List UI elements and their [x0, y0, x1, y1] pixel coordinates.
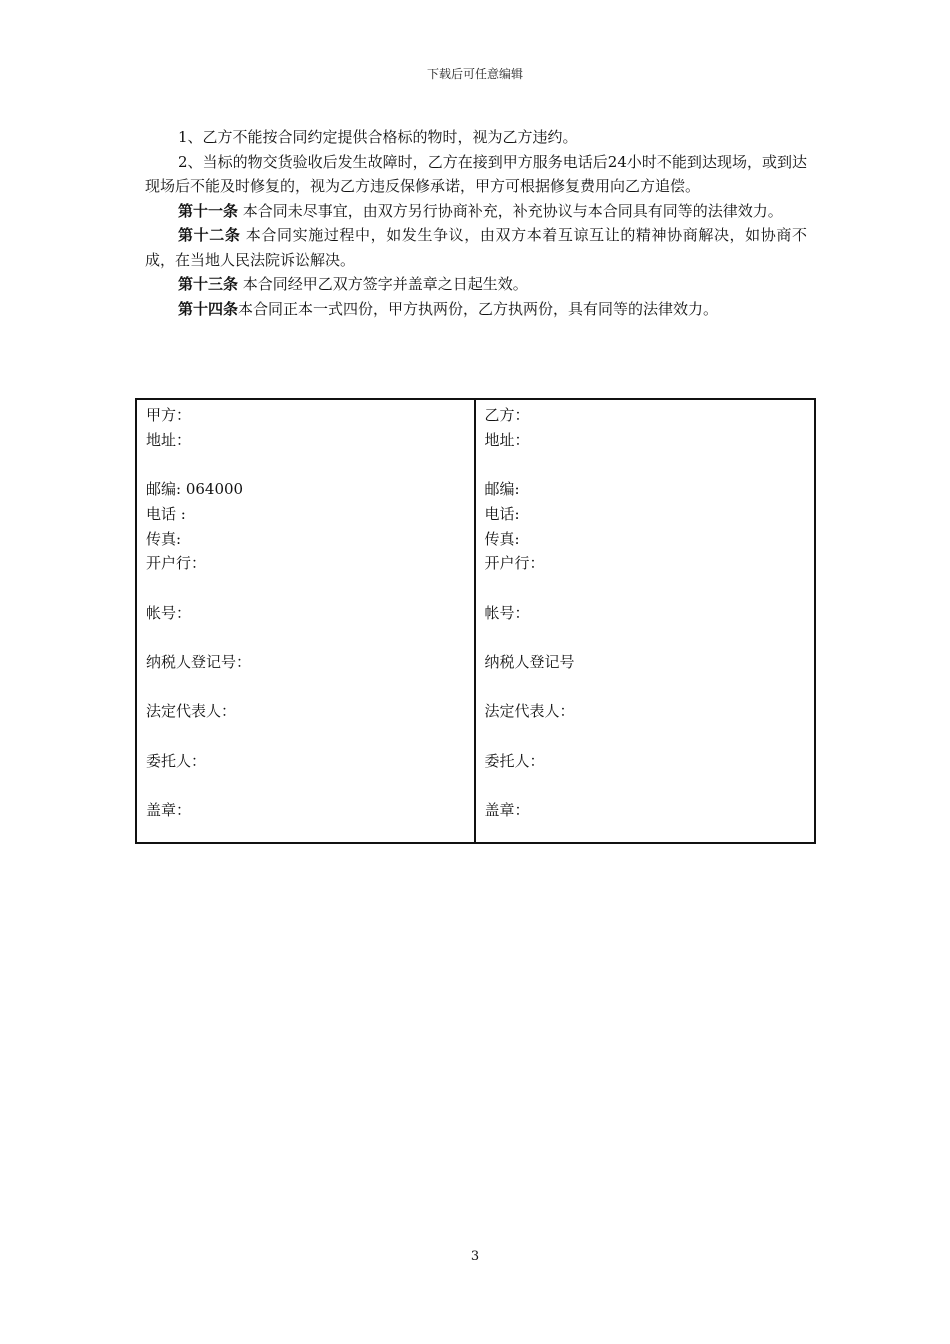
party-b-seal: 盖章： [484, 801, 530, 820]
party-a-bank: 开户行： [146, 554, 207, 573]
clause-paragraph [145, 199, 807, 224]
party-b-account: 帐号： [484, 603, 530, 622]
page-number: 3 [470, 1249, 480, 1264]
clause-text: 本合同未尽事宜，由双方另行协商补充，补充协议与本合同具有同等的法律效力。 [238, 201, 783, 220]
party-b-column [476, 400, 815, 842]
clause-paragraph [145, 150, 807, 199]
party-a-legal-rep: 法定代表人： [146, 702, 237, 721]
clause-paragraph [145, 272, 807, 297]
clause-lead: 第十一条 [178, 201, 239, 220]
clause-text: 本合同经甲乙双方签字并盖章之日起生效。 [238, 275, 528, 293]
party-a-name: 甲方： [146, 406, 192, 424]
party-b-legal-rep: 法定代表人： [484, 702, 575, 721]
clause-text: 1、乙方不能按合同约定提供合格标的物时，视为乙方违约。 [178, 128, 578, 146]
clause-text: 本合同实施过程中，如发生争议，由双方本着互谅互让的精神协商解决，如协商不成，在当地人民法院诉讼解决。 [145, 226, 807, 269]
party-a-address: 地址： [146, 430, 192, 449]
party-b-bank: 开户行： [484, 554, 545, 573]
party-a-seal: 盖章： [146, 801, 192, 820]
party-a-phone: 电话 : [146, 504, 186, 523]
clause-text: 本合同正本一式四份，甲方执两份，乙方执两份，具有同等的法律效力。 [238, 299, 719, 318]
page-header: 下载后可任意编辑 [426, 67, 523, 81]
clause-text: 2、当标的物交货验收后发生故障时，乙方在接到甲方服务电话后24小时不能到达现场，或到达现场后不能及时修复的，视为乙方违反保修承诺，甲方可根据修复费用向乙方追偿。 [145, 152, 807, 195]
clause-paragraph [145, 223, 807, 272]
party-a-column [137, 400, 476, 842]
party-b-tax-id: 纳税人登记号 [484, 652, 575, 671]
party-b-phone: 电话: [484, 504, 520, 523]
party-b-name: 乙方： [484, 406, 530, 424]
party-a-tax-id: 纳税人登记号： [146, 652, 252, 671]
party-b-fax: 传真: [484, 529, 520, 548]
party-a-agent: 委托人： [146, 751, 207, 770]
party-b-agent: 委托人： [484, 751, 545, 770]
signature-table [135, 398, 816, 844]
clause-lead: 第十四条 [178, 299, 239, 318]
party-a-fax: 传真: [146, 529, 182, 548]
clause-lead: 第十二条 [178, 226, 241, 244]
party-a-postcode: 邮编: 064000 [146, 480, 244, 499]
clause-paragraph [145, 297, 807, 322]
contract-body [145, 125, 807, 321]
party-b-address: 地址： [484, 430, 530, 449]
party-b-postcode: 邮编: [484, 480, 520, 499]
clause-paragraph [145, 125, 807, 150]
party-a-account: 帐号： [146, 603, 192, 622]
clause-lead: 第十三条 [178, 275, 239, 293]
